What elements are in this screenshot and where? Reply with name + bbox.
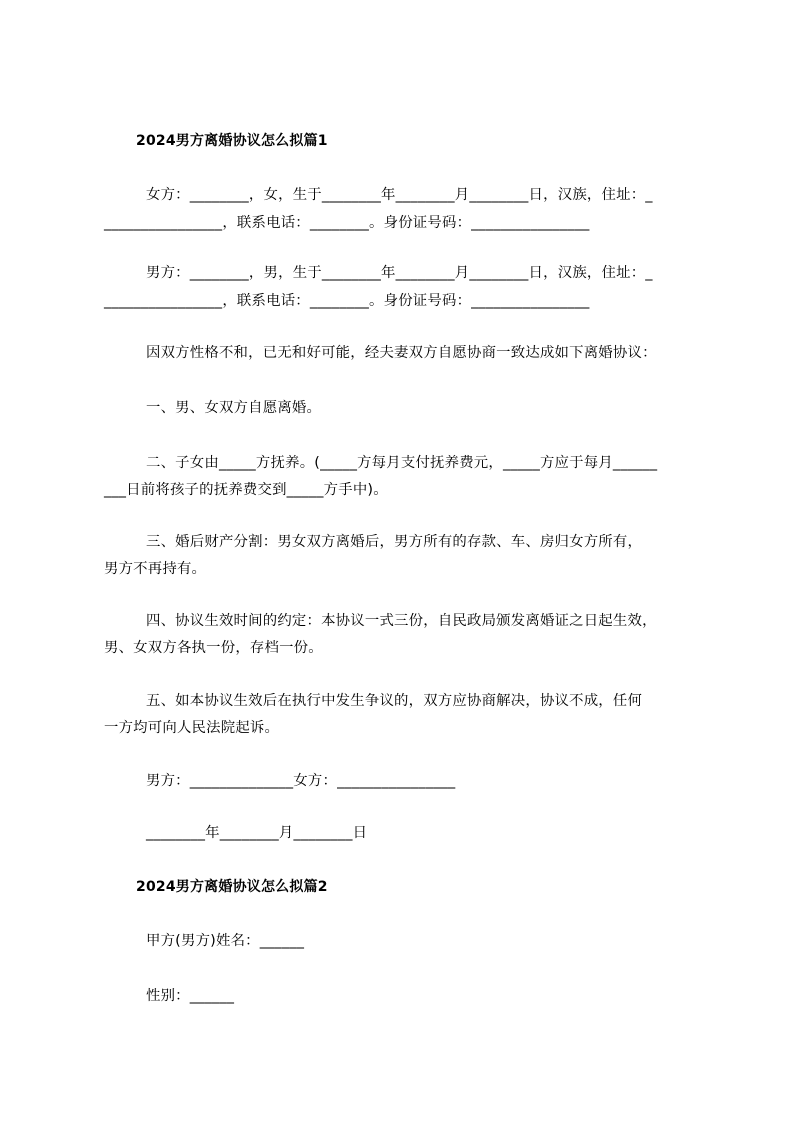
female-party-line-2: ________________，联系电话：________。身份证号码：________________: [104, 215, 590, 231]
clause-2-line-2: ___日前将孩子的抚养费交到_____方手中)。: [104, 482, 388, 498]
clause-5-line-1: 五、如本协议生效后在执行中发生争议的，双方应协商解决，协议不成，任何: [146, 693, 643, 709]
gender-line: 性别：______: [146, 988, 235, 1004]
section-1-title: 2024男方离婚协议怎么拟篇1: [136, 133, 328, 149]
clause-1: 一、男、女双方自愿离婚。: [146, 400, 322, 416]
clause-4-line-1: 四、协议生效时间的约定：本协议一式三份，自民政局颁发离婚证之日起生效，: [146, 613, 657, 629]
clause-3-line-2: 男方不再持有。: [104, 561, 207, 577]
male-party-line-1: 男方：________，男，生于________年________月________日，汉族，住址：_: [146, 265, 653, 281]
clause-2-line-1: 二、子女由_____方抚养。(_____方每月支付抚养费元，_____方应于每月______: [146, 455, 658, 471]
clause-4-line-2: 男、女双方各执一份，存档一份。: [104, 640, 323, 656]
agreement-intro: 因双方性格不和，已无和好可能，经夫妻双方自愿协商一致达成如下离婚协议：: [146, 345, 657, 361]
signature-line: 男方：______________女方：________________: [146, 773, 456, 789]
section-2-title: 2024男方离婚协议怎么拟篇2: [136, 879, 328, 895]
female-party-line-1: 女方：________，女，生于________年________月________日，汉族，住址：_: [146, 187, 653, 203]
date-line: ________年________月________日: [146, 825, 368, 841]
party-a-name-line: 甲方(男方)姓名：______: [146, 933, 305, 949]
male-party-line-2: ________________，联系电话：________。身份证号码：________________: [104, 293, 590, 309]
clause-3-line-1: 三、婚后财产分割：男女双方离婚后，男方所有的存款、车、房归女方所有，: [146, 534, 643, 550]
clause-5-line-2: 一方均可向人民法院起诉。: [104, 720, 280, 736]
